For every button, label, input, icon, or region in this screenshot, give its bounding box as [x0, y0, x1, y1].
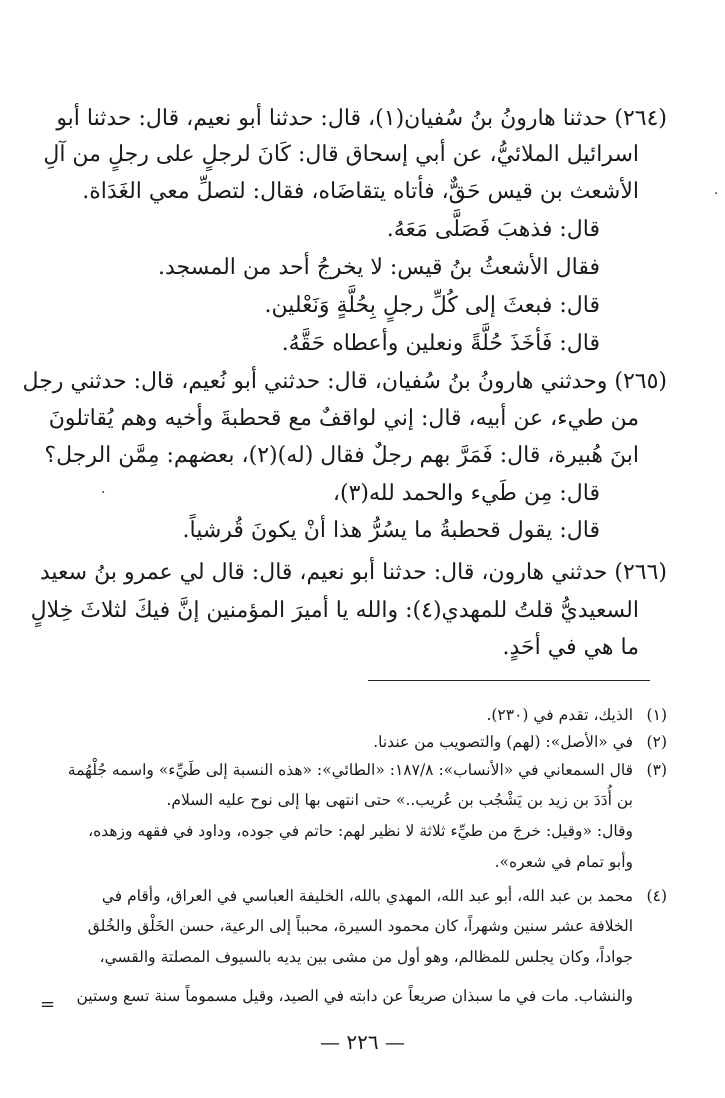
hadith-264-line-4: قال: فذهبَ فَصَلَّى مَعَهُ. [386, 217, 600, 242]
hadith-264-line-7: قال: فَأخَذَ حُلَّةً ونعلين وأعطاه حَقَّهُ. [281, 331, 600, 356]
footnote-3-line-1: قال السمعاني في «الأنساب»: ١٨٧/٨: «الطائي»: «هذه النسبة إلى طَيِّء» واسمه جُلْهُمة [67, 761, 633, 779]
footnote-number-1: (١) [646, 706, 667, 724]
footnote-3-line-2: بن أُدَدَ بن زيد بن يَشْجُب بن عُريب..» حتى انتهى بها إلى نوح عليه السلام. [166, 791, 633, 809]
footnote-2-text: في «الأصل»: (لهم) والتصويب من عندنا. [373, 733, 633, 751]
scan-speck: · [101, 485, 106, 501]
scan-speck: · [714, 186, 719, 202]
footnote-number-4: (٤) [646, 887, 667, 905]
footnote-4-line-2: الخلافة عشر سنين وشهراً، كان محمود السيرة، محبباً إلى الرعية، حسن الخَلْق والخُلق [87, 917, 633, 935]
hadith-264-line-2: اسرائيل الملائيُّ، عن أبي إسحاق قال: كَانَ لرجلٍ على رجلٍ من آلِ [43, 142, 639, 167]
footnote-number-3: (٣) [646, 761, 667, 779]
hadith-266-line-1: (٢٦٦) حدثني هارون، قال: حدثنا أبو نعيم، قال: قال لي عمرو بنُ سعيد [39, 560, 667, 585]
footnote-3-line-3: وقال: «وقيل: خرجَ من طيِّء ثلاثة لا نظير لهم: حاتم في جوده، وداود في فقهه وزهده، [88, 822, 633, 840]
footnote-4-line-3: جواداً، وكان يجلس للمظالم، وهو أول من مشى بين يديه بالسيوف المصلتة والقسي، [99, 948, 633, 966]
hadith-266-line-2: السعيديُّ قلتُ للمهدي(٤): والله يا أميرَ المؤمنين إنَّ فيكَ لثلاثَ خِلالٍ [30, 598, 639, 623]
hadith-265-line-2: من طيء، عن أبيه، قال: إني لواقفٌ مع قحطبةَ وأخيه وهم يُقاتلونَ [48, 406, 639, 431]
footnote-4-line-4: والنشاب. مات في ما سبذان صريعاً عن دابته في الصيد، وقيل مسموماً سنة تسع وستين [76, 987, 633, 1005]
footnote-number-2: (٢) [646, 733, 667, 751]
hadith-265-line-1: (٢٦٥) وحدثني هارونُ بنُ سُفيان، قال: حدثني أبو نُعيم، قال: حدثني رجل [22, 369, 667, 394]
page-number: — ٢٢٦ — [320, 1030, 405, 1054]
hadith-265-line-5: قال: يقول قحطبةُ ما يسُرُّ هذا أنْ يكونَ قُرشياً. [182, 518, 600, 543]
footnote-separator [368, 680, 650, 681]
hadith-266-line-3: ما هي في أحَدٍ. [502, 635, 639, 660]
hadith-264-line-1: (٢٦٤) حدثنا هارونُ بنُ سُفيان(١)، قال: حدثنا أبو نعيم، قال: حدثنا أبو [56, 106, 667, 131]
hadith-264-line-5: فقال الأشعثُ بنُ قيس: لا يخرجُ أحد من المسجد. [158, 255, 600, 280]
footnote-3-line-4: وأبو تمام في شعره». [494, 853, 633, 871]
hadith-265-line-3: ابنَ هُبيرة، قال: فَمَرَّ بهم رجلٌ فقال (له)(٢)، بعضهم: مِمَّن الرجل؟ [44, 443, 639, 468]
hadith-264-line-6: قال: فبعثَ إلى كُلِّ رجلٍ بِحُلَّةٍ وَنَعْلين. [264, 293, 600, 318]
footnote-4-line-1: محمد بن عبد الله، أبو عبد الله، المهدي بالله، الخليفة العباسي في العراق، وأقام في [101, 887, 633, 905]
hadith-265-line-4: قال: مِن طَيء والحمد لله(٣)، [332, 481, 600, 506]
hadith-264-line-3: الأشعث بن قيس حَقٌّ، فأتاه يتقاضَاه، فقال: لتصلِّ معي الغَدَاة. [82, 179, 639, 204]
footnote-1-text: الذيك، تقدم في (٢٣٠). [486, 706, 633, 724]
continuation-mark: = [40, 994, 56, 1015]
